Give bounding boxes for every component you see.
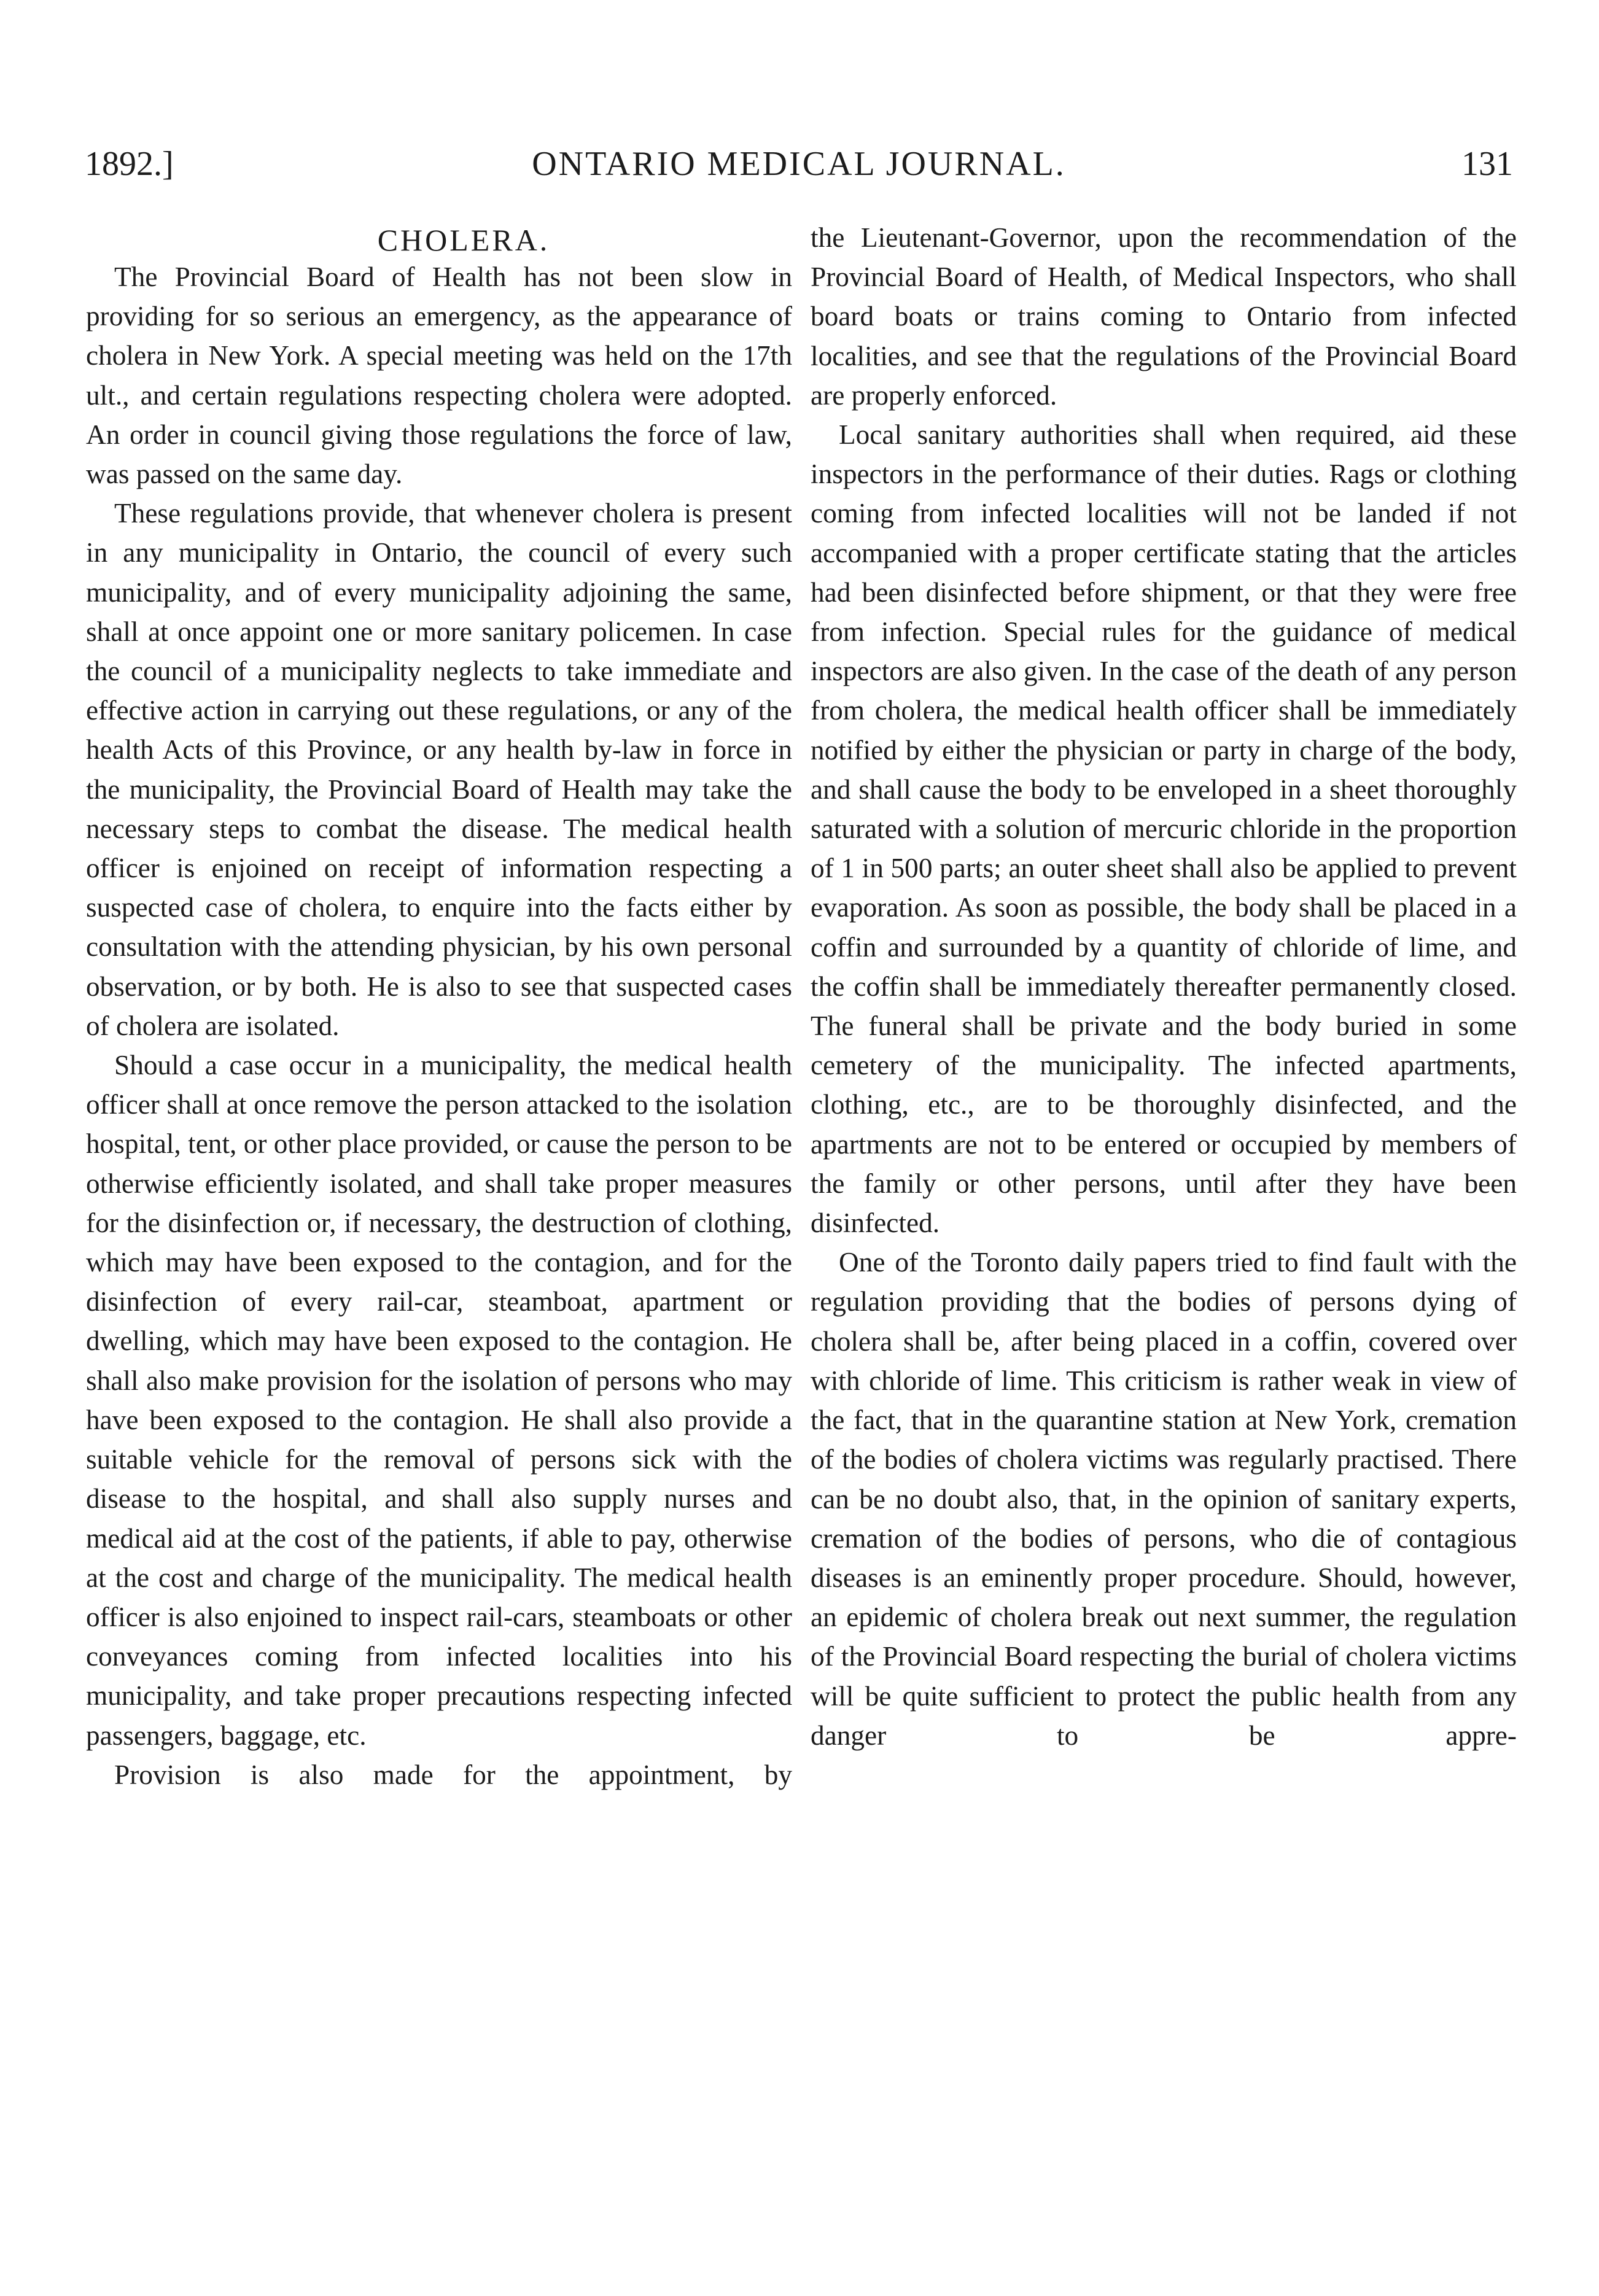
paragraph: Should a case occur in a municipality, the medical health officer shall at once remove the person attacked to the isolation hospital, tent, or other place provided, or cause the person to be otherwise efficiently isolated, and shall take proper measures for the disinfection or, if necessary, the destruction of clothing, which may have been exposed to the contagion, and for the disinfection of every rail-car, steamboat, apartment or dwelling, which may have been exposed to the contagion. He shall also make provision for the isolation of persons who may have been exposed to the contagion. He shall also provide a suitable vehicle for the removal of persons sick with the disease to the hospital, and shall also supply nurses and medical aid at the cost of the patients, if able to pay, otherwise at the cost and charge of the municipality. The medical health officer is also enjoined to inspect rail-cars, steamboats or other conveyances coming from infected localities into his municipality, and take proper precautions respecting infected passengers, baggage, etc. xyxy=(86,1050,792,1751)
header-year: 1892.] xyxy=(85,145,174,183)
journal-title: ONTARIO MEDICAL JOURNAL. xyxy=(532,145,1066,183)
paragraph: The Provincial Board of Health has not been slow in providing for so serious an emergency, as the appearance of cholera in New York. A special meeting was held on the 17th ult., and certain regulations respecting cholera were adopted. An order in council giving those regulations the force of law, was passed on the same day. xyxy=(86,262,792,490)
running-header xyxy=(85,136,1513,192)
left-column xyxy=(86,218,792,1794)
article-title: CHOLERA. xyxy=(377,223,550,257)
page-number: 131 xyxy=(1461,145,1513,183)
paragraph-continued: the Lieutenant-Governor, upon the recommendation of the Provincial Board of Health, of Medical Inspectors, who shall board boats or trains coming to Ontario from infected localities, and see that the regulations of the Provincial Board are properly enforced. xyxy=(811,222,1517,411)
paragraph: Provision is also made for the appointment, by xyxy=(114,1759,792,1790)
right-column xyxy=(811,218,1517,1755)
paragraph: Local sanitary authorities shall when required, aid these inspectors in the performance of their duties. Rags or clothing coming from infected localities will not be landed if not accompanied with a proper certificate stating that the articles had been disinfected before shipment, or that they were free from infection. Special rules for the guidance of medical inspectors are also given. In the case of the death of any person from cholera, the medical health officer shall be immediately notified by either the physician or party in charge of the body, and shall cause the body to be enveloped in a sheet thoroughly saturated with a solution of mercuric chloride in the proportion of 1 in 500 parts; an outer sheet shall also be applied to prevent evaporation. As soon as possible, the body shall be placed in a coffin and surrounded by a quantity of chloride of lime, and the coffin shall be immediately thereafter permanently closed. The funeral shall be private and the body buried in some cemetery of the municipality. The infected apartments, clothing, etc., are to be thoroughly disinfected, and the apartments are not to be entered or occupied by members of the family or other persons, until after they have been disinfected. xyxy=(811,419,1517,1239)
paragraph: These regulations provide, that whenever cholera is present in any municipality in Ontario, the council of every such municipality, and of every municipality adjoining the same, shall at once appoint one or more sanitary policemen. In case the council of a municipality neglects to take immediate and effective action in carrying out these regulations, or any of the health Acts of this Province, or any health by-law in force in the municipality, the Provincial Board of Health may take the necessary steps to combat the disease. The medical health officer is enjoined on receipt of information respecting a suspected case of cholera, to enquire into the facts either by consultation with the attending physician, by his own personal observation, or by both. He is also to see that suspected cases of cholera are isolated. xyxy=(86,498,792,1041)
paragraph: One of the Toronto daily papers tried to find fault with the regulation providing that the bodies of persons dying of cholera shall be, after being placed in a coffin, covered over with chloride of lime. This criticism is rather weak in view of the fact, that in the quarantine station at New York, cremation of the bodies of cholera victims was regularly practised. There can be no doubt also, that, in the opinion of sanitary experts, cremation of the bodies of persons, who die of contagious diseases is an eminently proper procedure. Should, however, an epidemic of cholera break out next summer, the regulation of the Provincial Board respecting the burial of cholera victims will be quite sufficient to protect the public health from any danger to be appre- xyxy=(811,1247,1517,1751)
